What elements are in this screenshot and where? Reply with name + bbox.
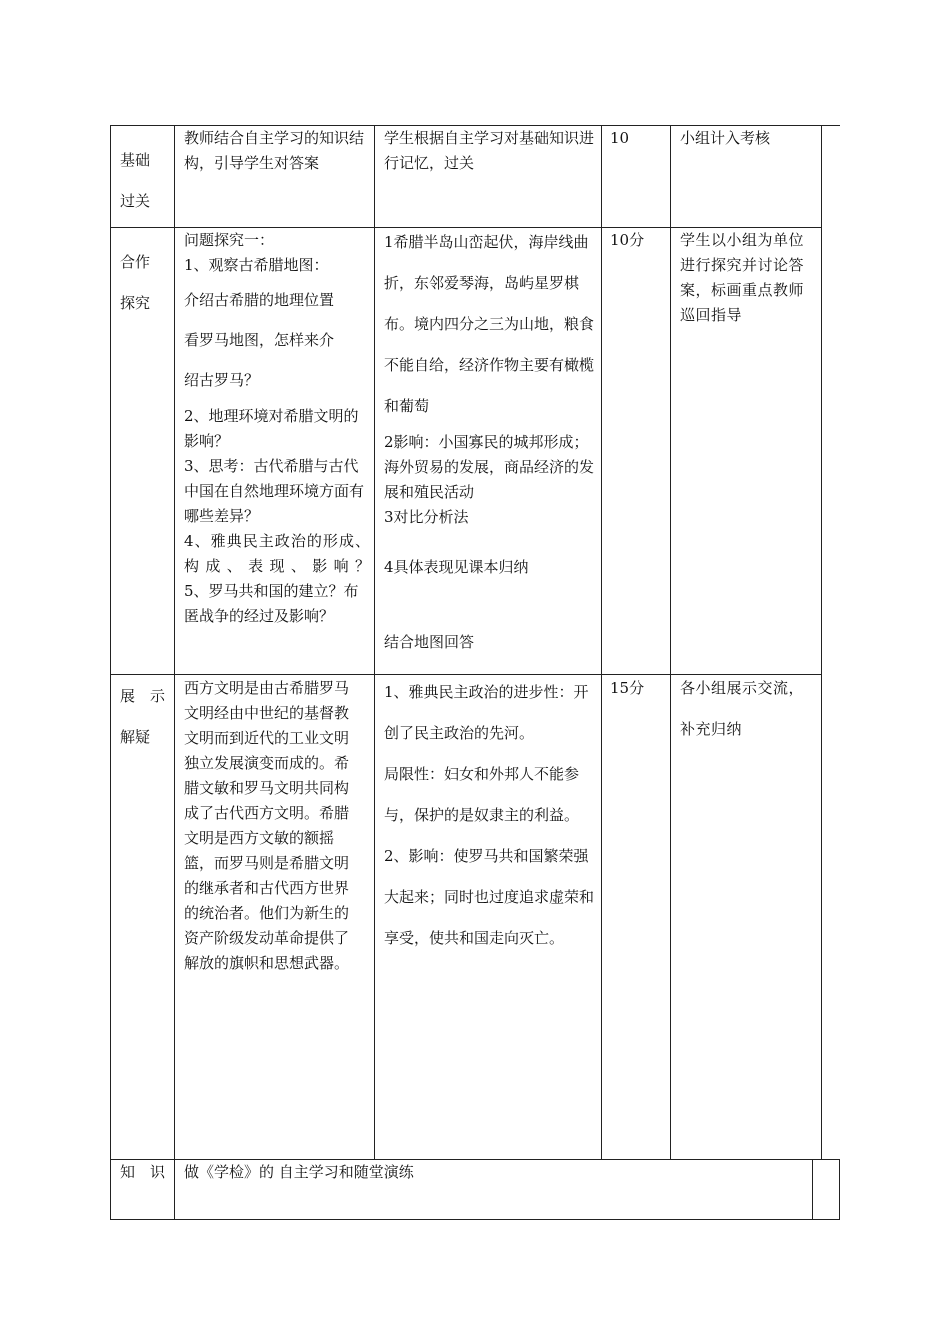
student-activity-cooperate: 1希腊半岛山峦起伏，海岸线曲折，东邻爱琴海，岛屿星罗棋布。境内四分之三为山地，粮食不能自给，经济作物主要有橄榄和葡萄 2影响：小国寡民的城邦形成；海外贸易的发展，商品经济的发展和殖民活动 3对比分析法 4具体表现见课本归纳 结合地图回答 bbox=[384, 233, 595, 651]
stage-cell-knowledge: 知 识 bbox=[120, 1163, 166, 1181]
col-divider-3 bbox=[601, 125, 602, 1160]
note-basic: 小组计入考核 bbox=[680, 129, 771, 147]
col-divider-4 bbox=[670, 125, 671, 1160]
table-border-right bbox=[821, 125, 822, 1160]
teacher-activity-display: 西方文明是由古希腊罗马文明经由中世纪的基督教文明而到近代的工业文明独立发展演变而成的。希腊文敏和罗马文明共同构成了古代西方文明。希腊文明是西方文敏的额摇篮，而罗马则是希腊文明的继承者和古代西方世界的统治者。他们为新生的资产阶级发动革命提供了解放的旗帜和思想武器。 bbox=[184, 679, 350, 972]
time-display: 15分 bbox=[610, 679, 645, 697]
table-border-left bbox=[110, 125, 111, 1220]
student-activity-display: 1、雅典民主政治的进步性：开创了民主政治的先河。 局限性：妇女和外邦人不能参与，保护的是奴隶主的利益。 2、影响：使罗马共和国繁荣强大起来；同时也过度追求虚荣和享受，使共和国走向灭亡。 bbox=[384, 683, 595, 947]
table-border-bottom bbox=[110, 1219, 840, 1220]
knowledge-content: 做《学检》的 自主学习和随堂演练 bbox=[184, 1163, 414, 1181]
time-cooperate: 10分 bbox=[610, 231, 645, 249]
note-display: 各小组展示交流，补充归纳 bbox=[680, 679, 805, 738]
stage-cell-cooperate: 合作 探究 bbox=[120, 253, 151, 312]
col-divider-1 bbox=[174, 125, 175, 1220]
teacher-activity-cooperate: 问题探究一： 1、观察古希腊地图： 介绍古希腊的地理位置 看罗马地图，怎样来介 绍古罗马？ 2、地理环境对希腊文明的影响？ 3、思考：古代希腊与古代中国在自然地理环境方面有哪些差异？ 4、雅典民主政治的形成、构成、表现、影响？ 5、罗马共和国的建立？布匿战争的经过及影响？ bbox=[184, 231, 370, 625]
col-divider-2 bbox=[374, 125, 375, 1160]
last-row-inner-right bbox=[812, 1159, 813, 1220]
stage-cell-display: 展 示 解疑 bbox=[120, 687, 166, 746]
time-basic: 10 bbox=[610, 129, 630, 147]
last-row-outer-right bbox=[839, 1159, 840, 1220]
note-cooperate: 学生以小组为单位进行探究并讨论答案，标画重点教师巡回指导 bbox=[680, 231, 805, 324]
teacher-activity-basic: 教师结合自主学习的知识结构，引导学生对答案 bbox=[184, 129, 365, 172]
stage-cell-basic: 基础 过关 bbox=[120, 151, 151, 210]
student-activity-basic: 学生根据自主学习对基础知识进行记忆，过关 bbox=[384, 129, 595, 172]
